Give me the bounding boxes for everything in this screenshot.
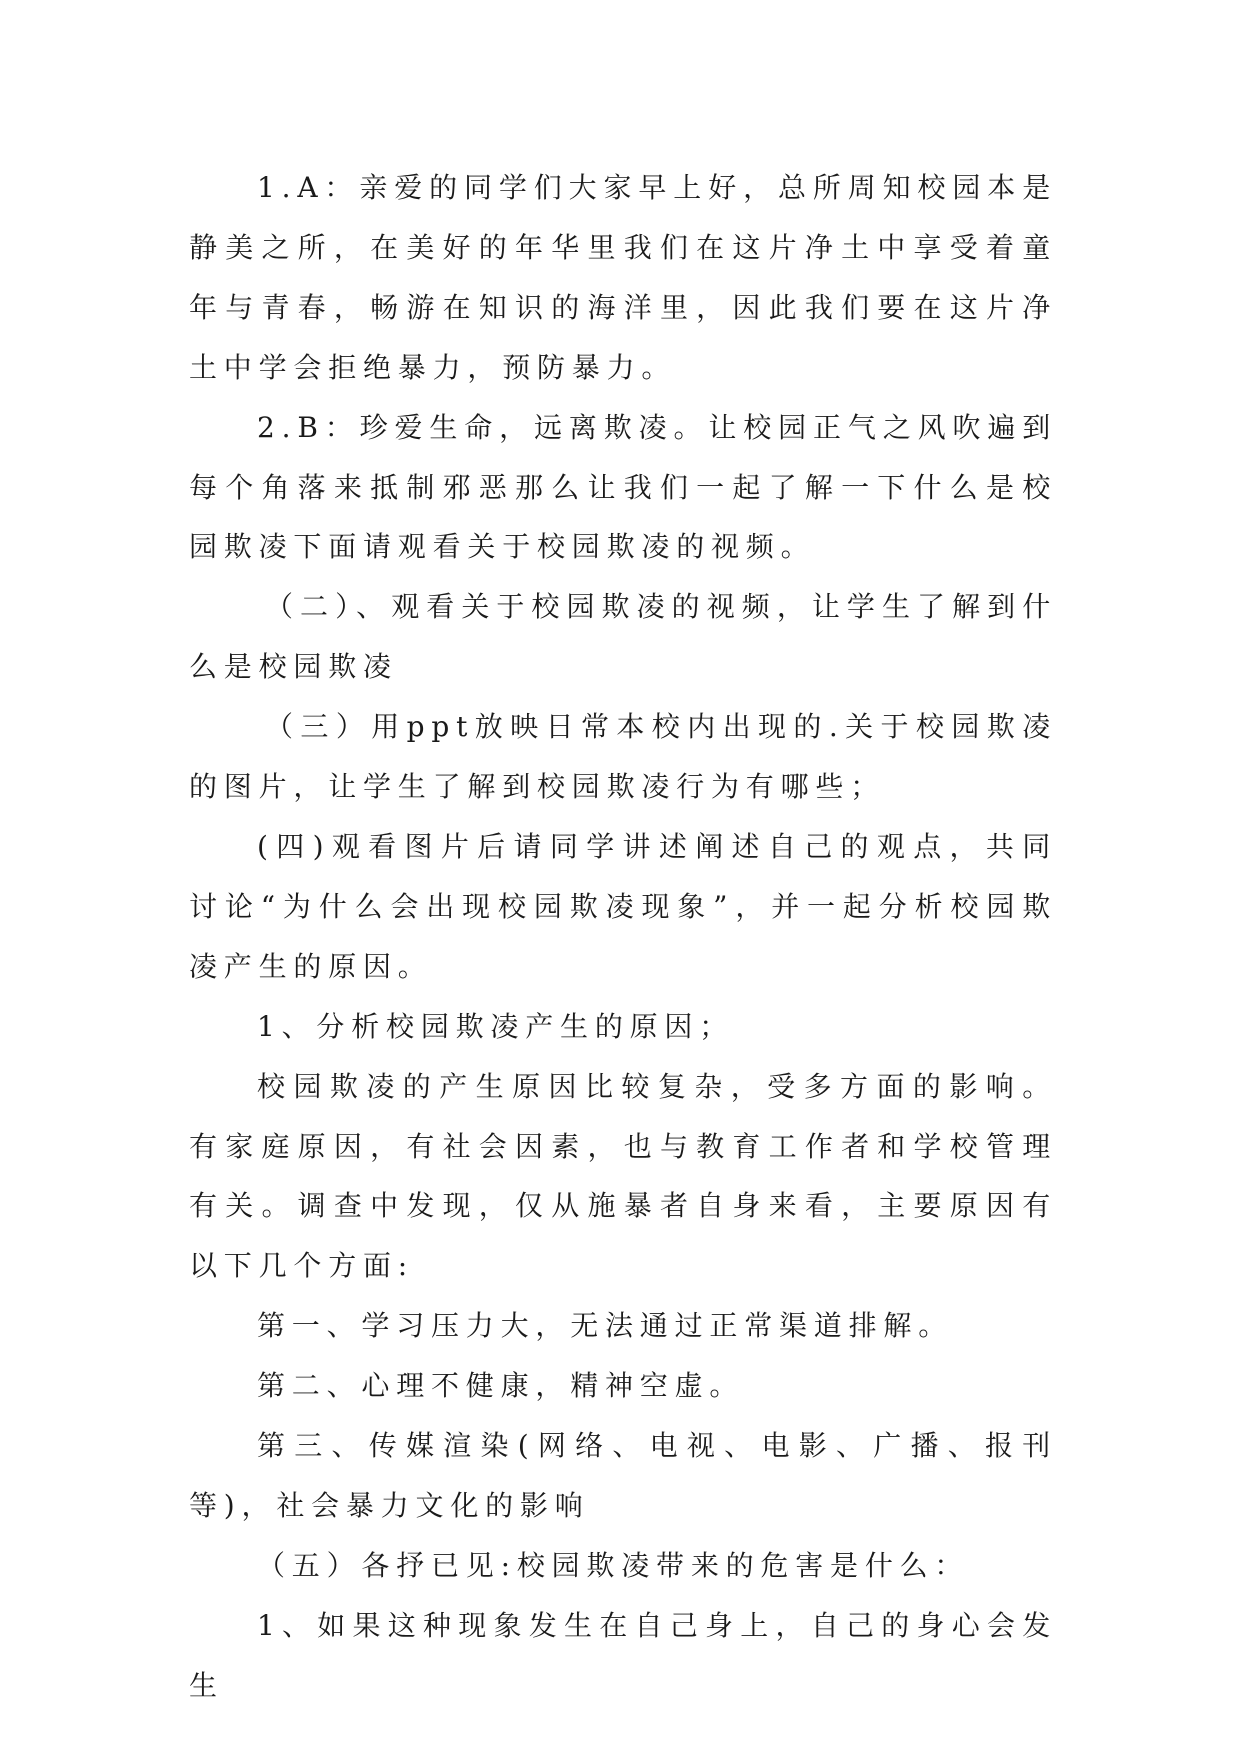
paragraph-2b-cherish-life: 2.B：珍爱生命，远离欺凌。让校园正气之风吹遍到每个角落来抵制邪恶那么让我们一起了解一下什么是校园欺凌下面请观看关于校园欺凌的视频。 — [189, 410, 1057, 564]
paragraph-section-5-harm: （五）各抒已见:校园欺凌带来的危害是什么： — [257, 1548, 970, 1582]
paragraph-cause-second: 第二、心理不健康，精神空虚。 — [257, 1369, 745, 1403]
paragraph-cause-third: 第三、传媒渲染(网络、电视、电影、广播、报刊等)，社会暴力文化的影响 — [189, 1429, 1057, 1522]
paragraph-harm-item-1: 1、如果这种现象发生在自己身上，自己的身心会发生 — [189, 1608, 1057, 1702]
paragraph-section-3-ppt: （三）用ppt放映日常本校内出现的.关于校园欺凌的图片，让学生了解到校园欺凌行为有哪些； — [189, 710, 1057, 804]
paragraph-cause-first: 第一、学习压力大，无法通过正常渠道排解。 — [257, 1309, 954, 1343]
document-body — [189, 158, 1057, 1716]
paragraph-analysis-heading: 1、分析校园欺凌产生的原因； — [257, 1009, 735, 1043]
paragraph-section-4-discussion: (四)观看图片后请同学讲述阐述自己的观点，共同讨论“为什么会出现校园欺凌现象”，并一起分析校园欺凌产生的原因。 — [189, 829, 1057, 983]
paragraph-1a-greeting: 1.A：亲爱的同学们大家早上好，总所周知校园本是静美之所，在美好的年华里我们在这片净土中享受着童年与青春，畅游在知识的海洋里，因此我们要在这片净土中学会拒绝暴力，预防暴力。 — [189, 171, 1057, 384]
paragraph-causes-overview: 校园欺凌的产生原因比较复杂，受多方面的影响。有家庭原因，有社会因素，也与教育工作者和学校管理有关。调查中发现，仅从施暴者自身来看，主要原因有以下几个方面: — [189, 1069, 1057, 1283]
paragraph-section-2-video: （二）、观看关于校园欺凌的视频，让学生了解到什么是校园欺凌 — [189, 590, 1057, 684]
